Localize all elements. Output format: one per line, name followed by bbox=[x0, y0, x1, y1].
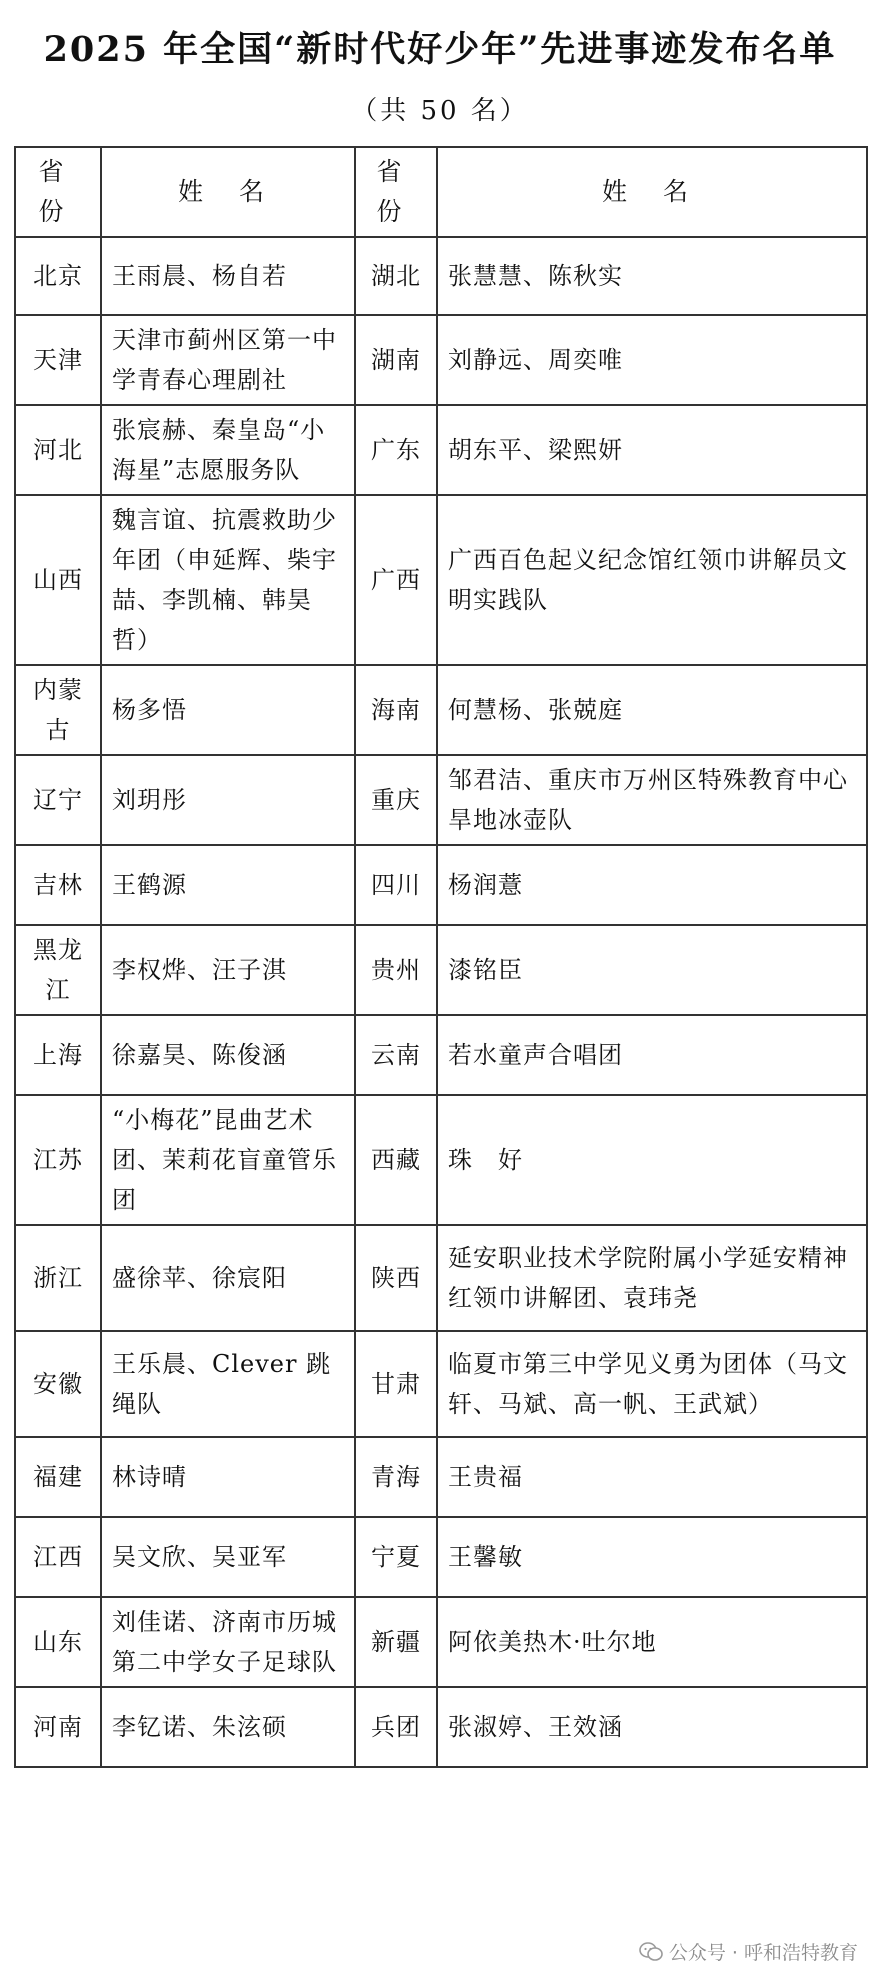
wechat-official-account-icon bbox=[639, 1941, 663, 1963]
province-cell: 四川 bbox=[355, 845, 437, 925]
table-row bbox=[15, 1517, 867, 1597]
province-cell: 北京 bbox=[15, 237, 101, 315]
names-cell: 徐嘉昊、陈俊涵 bbox=[101, 1015, 355, 1095]
table-row bbox=[15, 237, 867, 315]
names-cell: 王雨晨、杨自若 bbox=[101, 237, 355, 315]
province-cell: 海南 bbox=[355, 665, 437, 755]
province-cell: 天津 bbox=[15, 315, 101, 405]
table-row bbox=[15, 1687, 867, 1767]
province-cell: 山西 bbox=[15, 495, 101, 665]
table-row bbox=[15, 925, 867, 1015]
province-cell: 浙江 bbox=[15, 1225, 101, 1331]
names-cell: 珠 好 bbox=[437, 1095, 867, 1225]
province-cell: 湖北 bbox=[355, 237, 437, 315]
names-cell: 王贵福 bbox=[437, 1437, 867, 1517]
names-cell: 张慧慧、陈秋实 bbox=[437, 237, 867, 315]
names-cell: “小梅花”昆曲艺术团、茉莉花盲童管乐团 bbox=[101, 1095, 355, 1225]
table-row bbox=[15, 495, 867, 665]
names-cell: 胡东平、梁熙妍 bbox=[437, 405, 867, 495]
province-cell: 宁夏 bbox=[355, 1517, 437, 1597]
table-body bbox=[15, 237, 867, 1767]
honor-roster-table bbox=[14, 146, 868, 1768]
province-cell: 新疆 bbox=[355, 1597, 437, 1687]
table-row bbox=[15, 405, 867, 495]
header-province-left: 省 份 bbox=[15, 147, 101, 237]
province-cell: 甘肃 bbox=[355, 1331, 437, 1437]
province-cell: 江西 bbox=[15, 1517, 101, 1597]
province-cell: 广西 bbox=[355, 495, 437, 665]
province-cell: 河北 bbox=[15, 405, 101, 495]
province-cell: 安徽 bbox=[15, 1331, 101, 1437]
province-cell: 福建 bbox=[15, 1437, 101, 1517]
province-cell: 青海 bbox=[355, 1437, 437, 1517]
province-cell: 辽宁 bbox=[15, 755, 101, 845]
province-cell: 陕西 bbox=[355, 1225, 437, 1331]
names-cell: 杨多悟 bbox=[101, 665, 355, 755]
province-cell: 河南 bbox=[15, 1687, 101, 1767]
names-cell: 张淑婷、王效涵 bbox=[437, 1687, 867, 1767]
names-cell: 林诗晴 bbox=[101, 1437, 355, 1517]
province-cell: 上海 bbox=[15, 1015, 101, 1095]
names-cell: 吴文欣、吴亚军 bbox=[101, 1517, 355, 1597]
names-cell: 天津市蓟州区第一中学青春心理剧社 bbox=[101, 315, 355, 405]
names-cell: 若水童声合唱团 bbox=[437, 1015, 867, 1095]
header-province-right: 省 份 bbox=[355, 147, 437, 237]
names-cell: 刘静远、周奕唯 bbox=[437, 315, 867, 405]
province-cell: 贵州 bbox=[355, 925, 437, 1015]
table-row bbox=[15, 1597, 867, 1687]
table-row bbox=[15, 665, 867, 755]
names-cell: 邹君洁、重庆市万州区特殊教育中心旱地冰壶队 bbox=[437, 755, 867, 845]
province-cell: 重庆 bbox=[355, 755, 437, 845]
names-cell: 魏言谊、抗震救助少年团（申延辉、柴宇喆、李凯楠、韩昊哲） bbox=[101, 495, 355, 665]
table-row bbox=[15, 1225, 867, 1331]
document-subtitle: （共 50 名） bbox=[351, 96, 529, 126]
names-cell: 王鹤源 bbox=[101, 845, 355, 925]
names-cell: 李权烨、汪子淇 bbox=[101, 925, 355, 1015]
province-cell: 山东 bbox=[15, 1597, 101, 1687]
header-names-right: 姓 名 bbox=[437, 147, 867, 237]
names-cell: 漆铭臣 bbox=[437, 925, 867, 1015]
table-header-row bbox=[15, 147, 867, 237]
province-cell: 内蒙古 bbox=[15, 665, 101, 755]
province-cell: 西藏 bbox=[355, 1095, 437, 1225]
table-row bbox=[15, 1095, 867, 1225]
watermark bbox=[639, 1938, 858, 1965]
table-row bbox=[15, 1331, 867, 1437]
names-cell: 延安职业技术学院附属小学延安精神红领巾讲解团、袁玮尧 bbox=[437, 1225, 867, 1331]
names-cell: 杨润薏 bbox=[437, 845, 867, 925]
names-cell: 临夏市第三中学见义勇为团体（马文轩、马斌、高一帆、王武斌） bbox=[437, 1331, 867, 1437]
names-cell: 阿依美热木·吐尔地 bbox=[437, 1597, 867, 1687]
names-cell: 王乐晨、Clever 跳绳队 bbox=[101, 1331, 355, 1437]
table-row bbox=[15, 315, 867, 405]
names-cell: 盛徐苹、徐宸阳 bbox=[101, 1225, 355, 1331]
watermark-text: 公众号 · 呼和浩特教育 bbox=[668, 1942, 858, 1964]
table-row bbox=[15, 755, 867, 845]
table-row bbox=[15, 1437, 867, 1517]
table-row bbox=[15, 1015, 867, 1095]
province-cell: 吉林 bbox=[15, 845, 101, 925]
names-cell: 张宸赫、秦皇岛“小海星”志愿服务队 bbox=[101, 405, 355, 495]
names-cell: 何慧杨、张兢庭 bbox=[437, 665, 867, 755]
names-cell: 王馨敏 bbox=[437, 1517, 867, 1597]
province-cell: 黑龙江 bbox=[15, 925, 101, 1015]
header-names-left: 姓 名 bbox=[101, 147, 355, 237]
names-cell: 刘玥彤 bbox=[101, 755, 355, 845]
names-cell: 广西百色起义纪念馆红领巾讲解员文明实践队 bbox=[437, 495, 867, 665]
names-cell: 刘佳诺、济南市历城第二中学女子足球队 bbox=[101, 1597, 355, 1687]
province-cell: 云南 bbox=[355, 1015, 437, 1095]
province-cell: 广东 bbox=[355, 405, 437, 495]
table-row bbox=[15, 845, 867, 925]
province-cell: 兵团 bbox=[355, 1687, 437, 1767]
names-cell: 李钇诺、朱泫硕 bbox=[101, 1687, 355, 1767]
province-cell: 湖南 bbox=[355, 315, 437, 405]
province-cell: 江苏 bbox=[15, 1095, 101, 1225]
document-title: 2025 年全国“新时代好少年”先进事迹发布名单 bbox=[43, 29, 837, 70]
